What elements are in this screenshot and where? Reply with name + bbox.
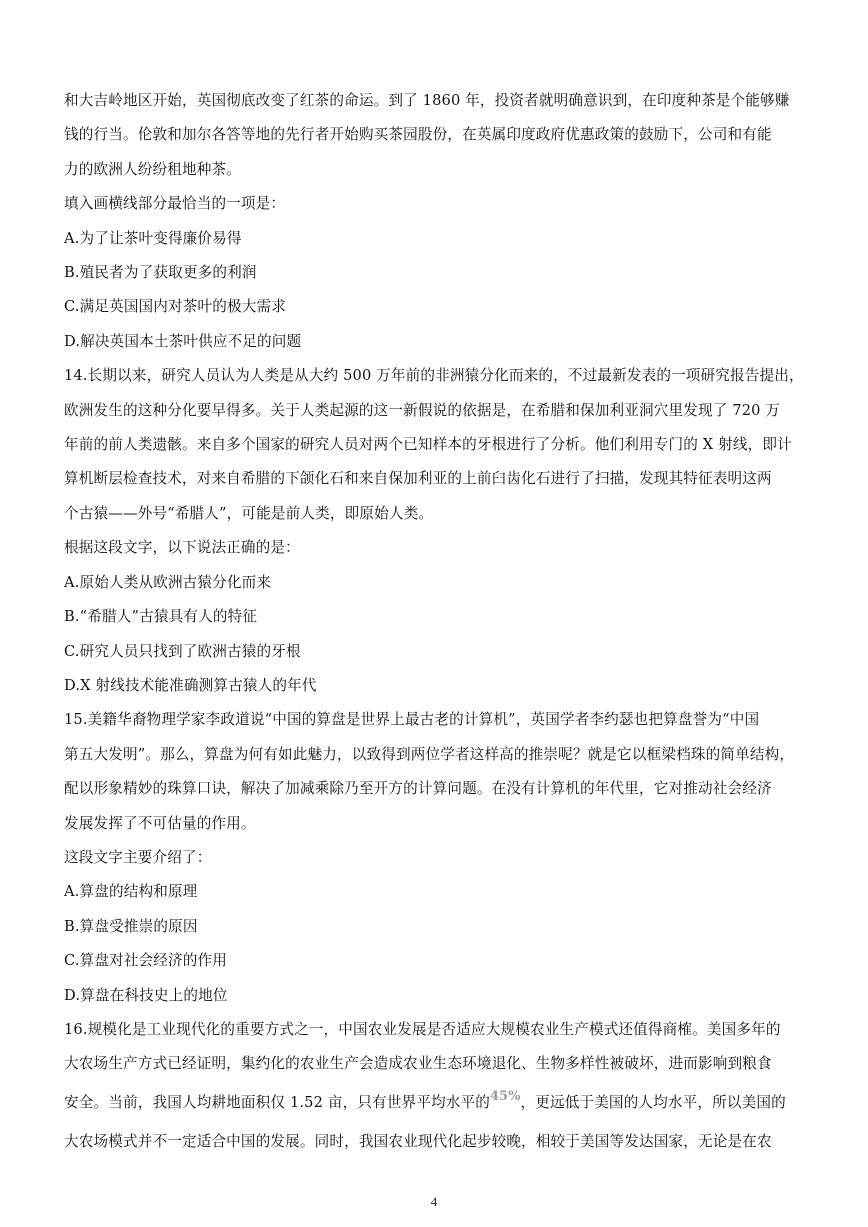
question-14-option-b: B.“希腊人”古猿具有人的特征	[64, 608, 258, 626]
passage-line: 14.长期以来，研究人员认为人类是从大约 500 万年前的非洲猿分化而来的，不过最新发表的一项研究报告提出，	[64, 367, 804, 385]
question-15-passage	[64, 703, 804, 841]
question-15-option-a: A.算盘的结构和原理	[64, 883, 198, 901]
question-15-option-c: C.算盘对社会经济的作用	[64, 952, 228, 970]
passage-line: 钱的行当。伦敦和加尔各答等地的先行者开始购买茶园股份，在英属印度政府优惠政策的鼓励下，公司和有能	[64, 126, 772, 144]
page-number: 4	[430, 1194, 438, 1209]
passage-line: 大农场模式并不一定适合中国的发展。同时，我国农业现代化起步较晚，相较于美国等发达国家，无论是在农	[64, 1132, 772, 1150]
question-15-prompt: 这段文字主要介绍了：	[64, 848, 212, 866]
passage-line: 大农场生产方式已经证明，集约化的农业生产会造成农业生态环境退化、生物多样性被破坏，进而影响到粮食	[64, 1055, 772, 1073]
question-13-passage	[64, 84, 804, 187]
passage-line: 力的欧洲人纷纷租地种茶。	[64, 160, 241, 178]
question-14-option-a: A.原始人类从欧洲古猿分化而来	[64, 573, 272, 591]
passage-line: 15.美籍华裔物理学家李政道说“中国的算盘是世界上最古老的计算机”，英国学者李约瑟也把算盘誉为“中国	[64, 711, 760, 729]
question-13-option-d: D.解决英国本土茶叶供应不足的问题	[64, 332, 302, 350]
passage-line: 第五大发明”。那么，算盘为何有如此魅力，以致得到两位学者这样高的推崇呢？就是它以框梁档珠的简单结构，	[64, 745, 795, 763]
question-14-passage	[64, 359, 804, 531]
question-14-prompt: 根据这段文字，以下说法正确的是：	[64, 539, 300, 557]
question-13-option-c: C.满足英国国内对茶叶的极大需求	[64, 298, 286, 316]
passage-line: 16.规模化是工业现代化的重要方式之一，中国农业发展是否适应大规模农业生产模式还值得商榷。美国多年的	[64, 1020, 781, 1038]
passage-line: 发展发挥了不可估量的作用。	[64, 814, 256, 832]
question-15-option-b: B.算盘受推崇的原因	[64, 917, 198, 935]
passage-line: 算机断层检查技术，对来自希腊的下颌化石和来自保加利亚的上前臼齿化石进行了扫描，发现其特征表明这两	[64, 470, 772, 488]
question-14-option-c: C.研究人员只找到了欧洲古猿的牙根	[64, 642, 301, 660]
passage-line: 和大吉岭地区开始，英国彻底改变了红茶的命运。到了 1860 年，投资者就明确意识到，在印度种茶是个能够赚	[64, 92, 790, 109]
passage-line: 欧洲发生的这种分化要早得多。关于人类起源的这一新假说的依据是，在希腊和保加利亚洞穴里发现了 720 万	[64, 401, 781, 419]
question-13-option-a: A.为了让茶叶变得廉价易得	[64, 229, 242, 247]
passage-line: 个古猿——外号“希腊人”，可能是前人类，即原始人类。	[64, 504, 434, 522]
question-14-option-d: D.X 射线技术能准确测算古猿人的年代	[64, 676, 317, 694]
question-16-passage	[64, 1013, 804, 1159]
passage-line	[64, 1082, 804, 1125]
question-13-option-b: B.殖民者为了获取更多的利润	[64, 264, 257, 282]
question-15-option-d: D.算盘在科技史上的地位	[64, 986, 228, 1004]
passage-text: 安全。当前，我国人均耕地面积仅 1.52 亩，只有世界平均水平的	[64, 1093, 491, 1111]
question-13-prompt: 填入画横线部分最恰当的一项是：	[64, 195, 286, 213]
page-body	[64, 84, 804, 1159]
passage-line: 配以形象精妙的珠算口诀，解决了加减乘除乃至开方的计算问题。在没有计算机的年代里，它对推动社会经济	[64, 780, 772, 798]
percentage-figure: 45%	[490, 1088, 521, 1104]
passage-line: 年前的前人类遗骸。来自多个国家的研究人员对两个已知样本的牙根进行了分析。他们利用专门的 X 射线，即计	[64, 436, 792, 454]
passage-text: ，更远低于美国的人均水平，所以美国的	[520, 1093, 786, 1111]
